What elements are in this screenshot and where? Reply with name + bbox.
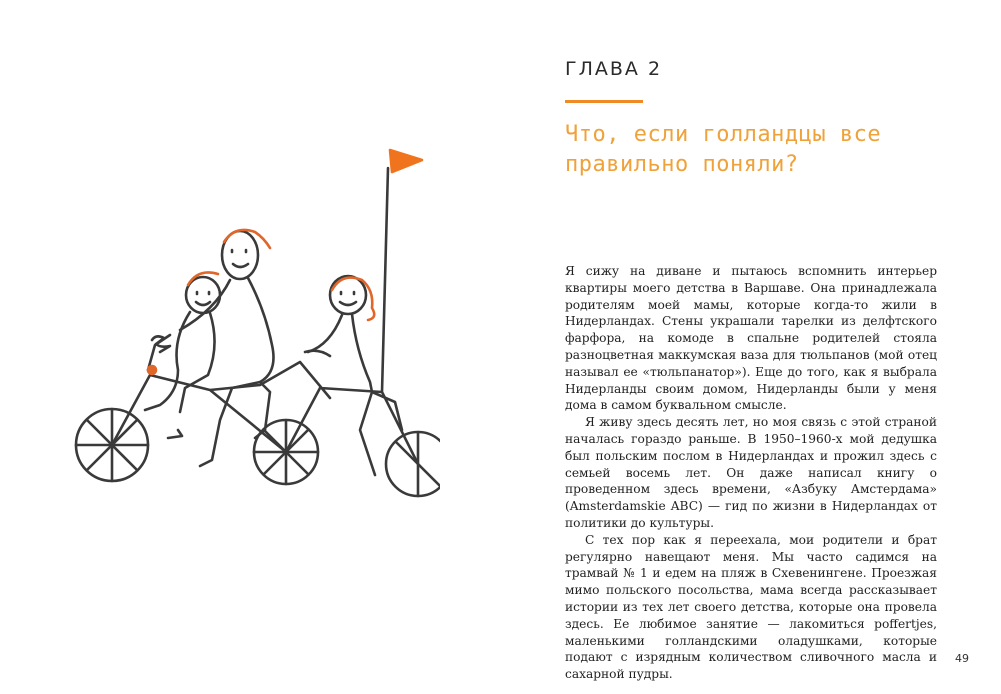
seat-knob bbox=[148, 366, 156, 374]
page-number: 49 bbox=[955, 652, 969, 665]
body-text bbox=[565, 263, 937, 683]
family-tandem-bicycle-drawing bbox=[60, 130, 440, 510]
chapter-label: ГЛАВА 2 bbox=[565, 58, 663, 80]
paragraph: С тех пор как я переехала, мои родители и брат регулярно навещают меня. Мы часто садимся на трамвай № 1 и едем на пляж в Схевенингене. Проезжая мимо польского посольства, мама всегда рассказывает истории из тех лет своего детства, которые она провела здесь. Ее любимое занятие — лакомиться poffertjes, маленькими голландскими оладушками, которые подают с изрядным количеством сливочного масла и сахарной пудры. bbox=[565, 532, 937, 682]
chapter-divider bbox=[565, 100, 643, 103]
child-hair bbox=[188, 272, 218, 285]
front-wheel bbox=[386, 432, 440, 496]
child-figure bbox=[145, 277, 220, 438]
paragraph: Я живу здесь десять лет, но моя связь с этой страной началась гораздо раньше. В 1950–1960-х мой дедушка был польским послом в Нидерландах и прожил здесь с семьей восемь лет. Он даже написал книгу о проведенном здесь времени, «Азбуку Амстердама» (Amsterdamskie ABC) — гид по жизни в Нидерландах от политики до культуры. bbox=[565, 415, 937, 530]
woman-figure bbox=[308, 276, 402, 475]
paragraph: Я сижу на диване и пытаюсь вспомнить интерьер квартиры моего детства в Варшаве. Она принадлежала родителям моей мамы, которые когда-то жили в Нидерландах. Стены украшали тарелки из делфтского фарфора, на комоде в спальне родителей стояла разноцветная маккумская ваза для тюльпанов (мой отец называл ее «тюльпанатор»). Еще до того, как я выбрала Нидерланды своим домом, Нидерланды были у меня дома в самом буквальном смысле. bbox=[565, 264, 937, 413]
chapter-title: Что, если голландцы все правильно поняли? bbox=[565, 122, 882, 177]
